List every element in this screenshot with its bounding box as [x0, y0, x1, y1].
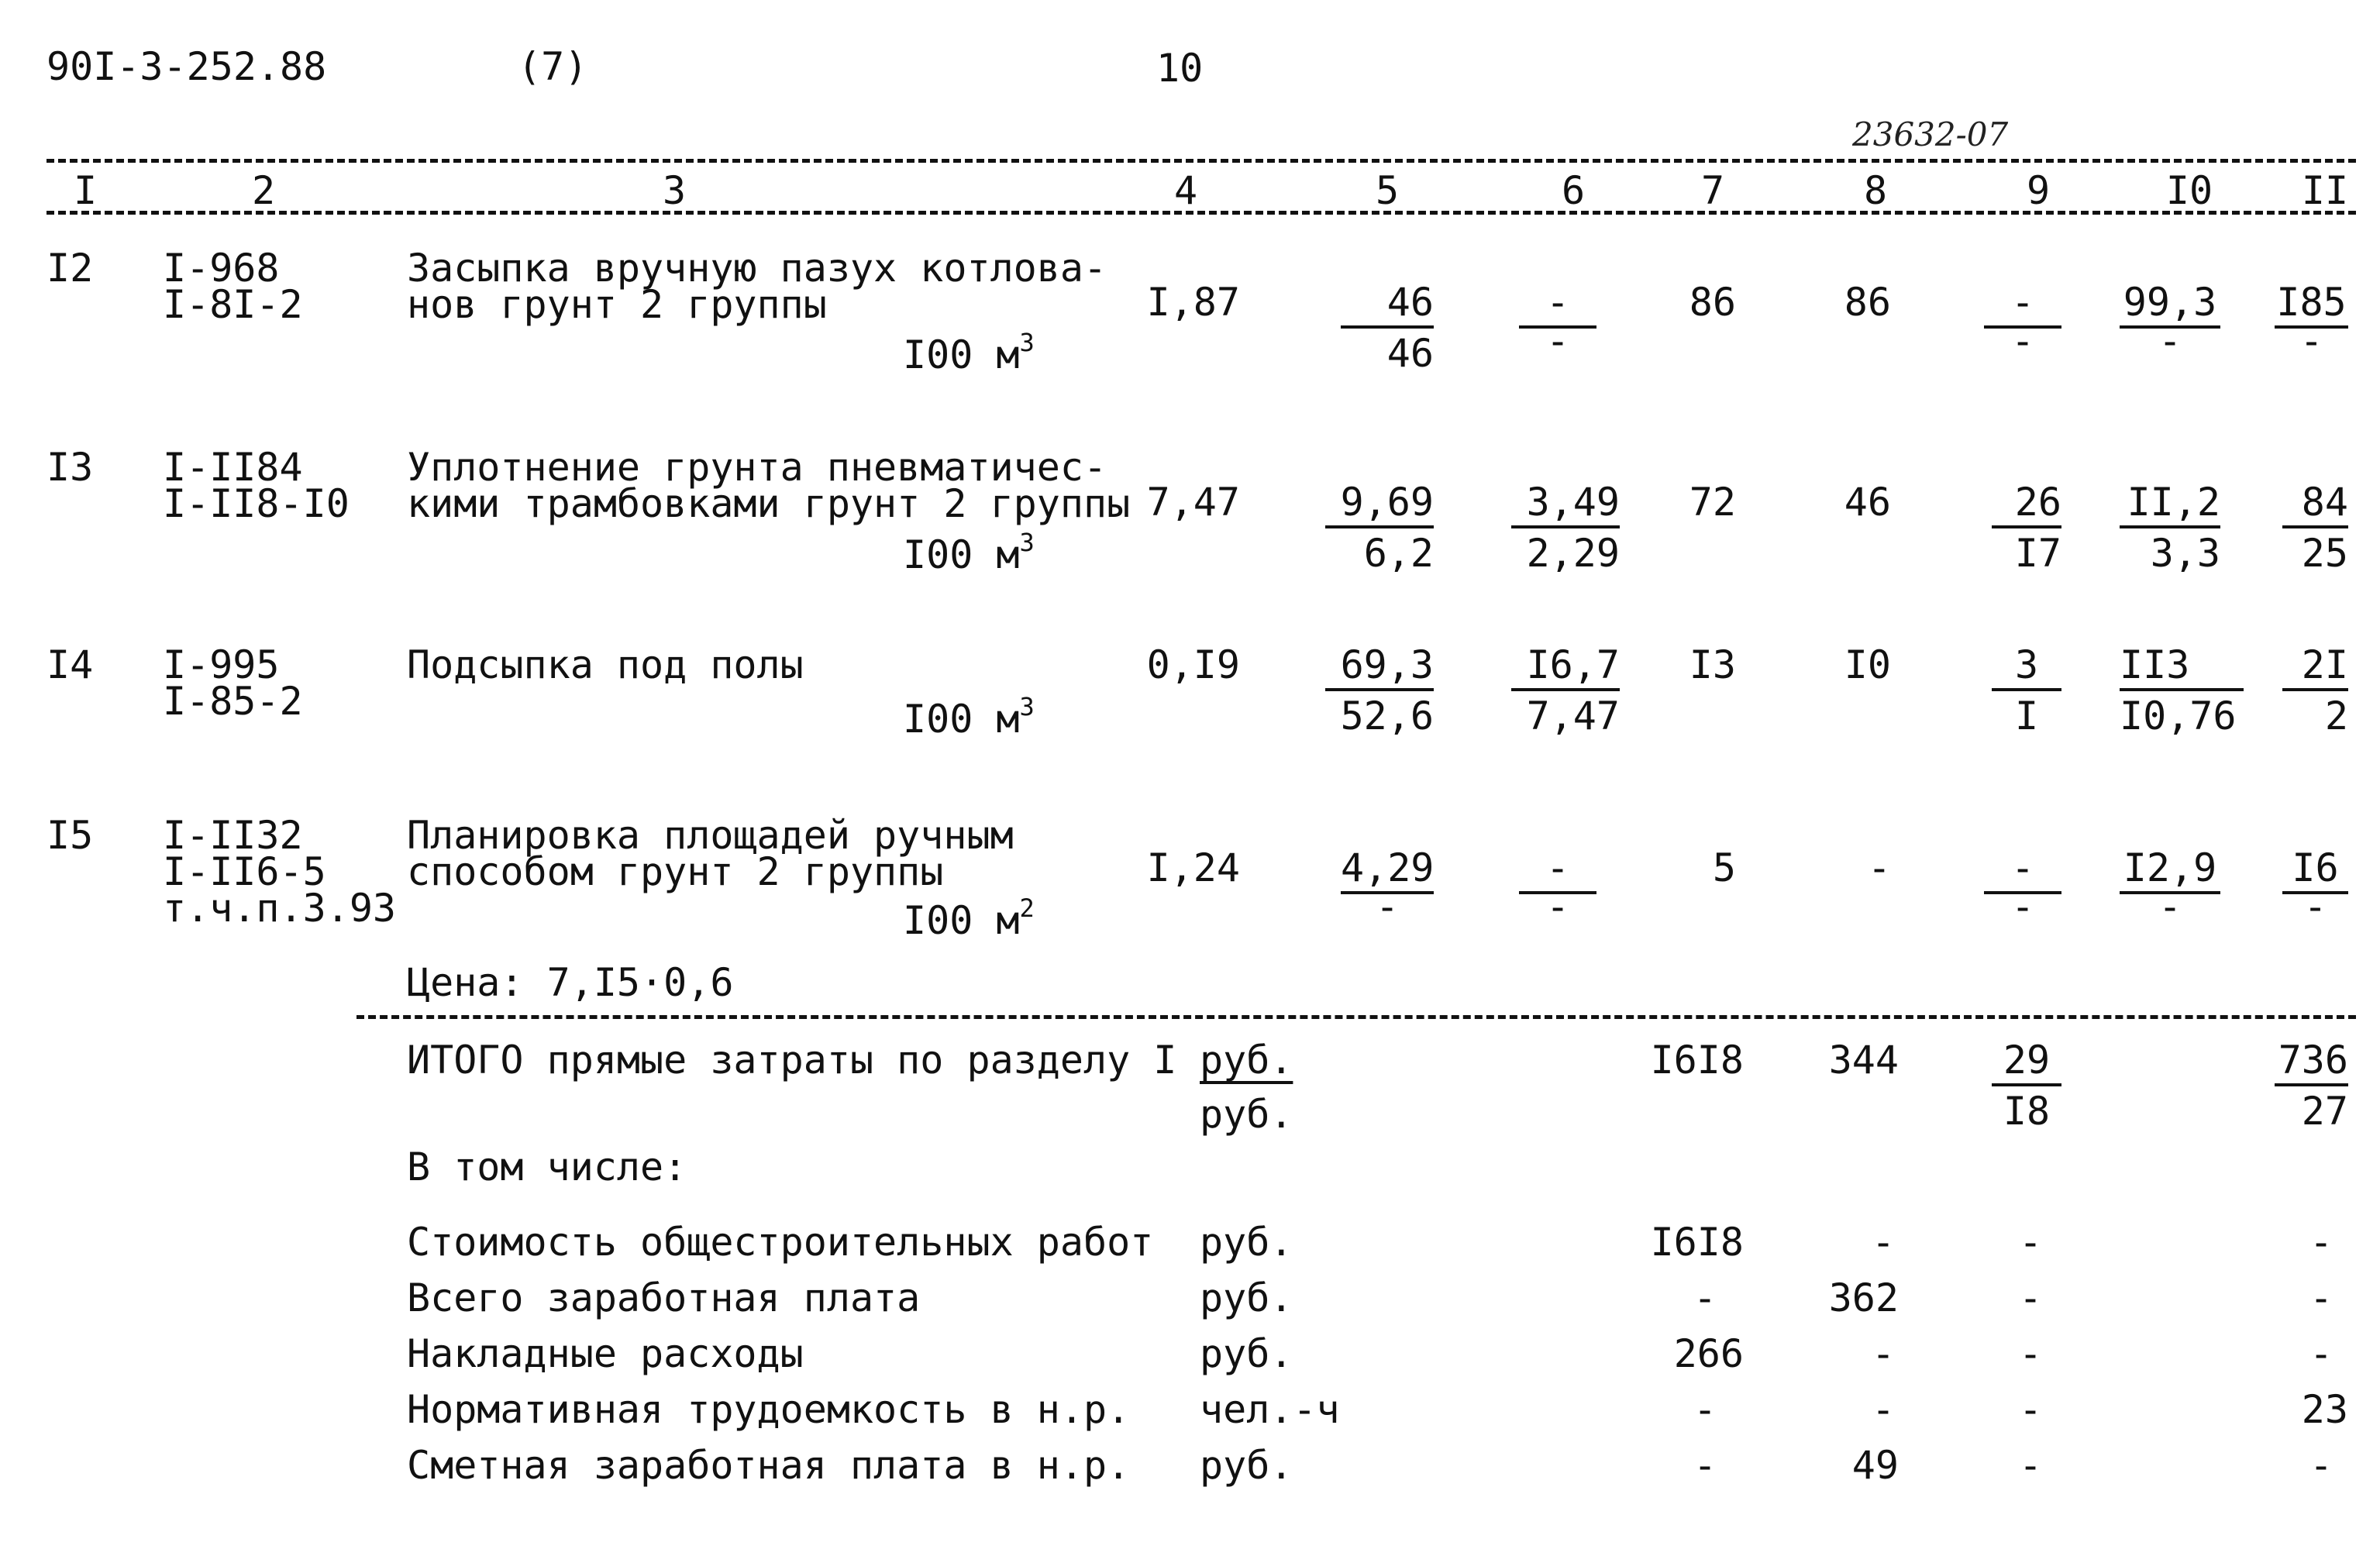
cell-col11: $\frac{84}{25}$	[2282, 480, 2348, 575]
row-number: I4	[46, 642, 94, 687]
totals-unit: руб.	[1200, 1092, 1293, 1137]
cell-col8: -	[1867, 845, 1891, 890]
totals-col11: $\frac{736}{27}$	[2275, 1038, 2348, 1133]
summary-col7: -	[1693, 1387, 1717, 1432]
summary-col8: -	[1871, 1220, 1896, 1265]
totals-col8: 344	[1828, 1038, 1899, 1083]
row-description: кими трамбовками грунт 2 группы	[407, 481, 1131, 526]
column-header-4: 4	[1173, 168, 1198, 213]
cell-col11: $\frac{2I}{2}$	[2282, 643, 2348, 738]
cell-col7: 5	[1712, 845, 1736, 890]
cell-col10: 99,3 -	[2120, 281, 2220, 363]
row-description: Засыпка вручную пазух котлова-	[407, 246, 1107, 291]
summary-col11: -	[2309, 1220, 2334, 1265]
column-header-6: 6	[1561, 168, 1586, 213]
cell-col7: 86	[1689, 280, 1736, 325]
summary-col9: -	[2018, 1275, 2043, 1320]
totals-col7: I6I8	[1650, 1038, 1744, 1083]
row-description: Уплотнение грунта пневматичес-	[407, 445, 1107, 490]
summary-col7: -	[1693, 1275, 1717, 1320]
summary-col7: -	[1693, 1443, 1717, 1488]
summary-unit: чел.-ч	[1200, 1387, 1340, 1432]
price-note: Цена: 7,I5·0,6	[407, 960, 734, 1005]
summary-col9: -	[2018, 1387, 2043, 1432]
summary-label: Стоимость общестроительных работ	[407, 1220, 1154, 1265]
including-label: В том числе:	[407, 1145, 687, 1189]
document-code: 90I-3-252.88	[46, 44, 327, 89]
summary-label: Всего заработная плата	[407, 1275, 921, 1320]
column-header-7: 7	[1700, 168, 1725, 213]
row-quantity: 7,47	[1146, 480, 1240, 525]
document-part: (7)	[518, 44, 588, 89]
cell-col9: $\frac{3}{I}$	[1992, 643, 2061, 738]
cell-col10: I2,9 -	[2120, 846, 2220, 928]
cell-col9: - -	[1984, 846, 2061, 928]
summary-label: Нормативная трудоемкость в н.р.	[407, 1387, 1131, 1432]
summary-col8: 362	[1828, 1275, 1899, 1320]
row-number: I3	[46, 445, 94, 490]
column-header-3: 3	[662, 168, 687, 213]
row-quantity: 0,I9	[1146, 642, 1240, 687]
cell-col7: 72	[1689, 480, 1736, 525]
summary-col11: -	[2309, 1443, 2334, 1488]
summary-col11: 23	[2301, 1387, 2348, 1432]
row-code: I-968	[163, 246, 280, 291]
summary-col9: -	[2018, 1331, 2043, 1376]
totals-label: ИТОГО прямые затраты по разделу I	[407, 1038, 1177, 1083]
row-code: I-II32	[163, 813, 303, 858]
row-description: Подсыпка под полы	[407, 642, 804, 687]
summary-col9: -	[2018, 1443, 2043, 1488]
cell-col10: $\frac{II,2}{3,3}$	[2120, 480, 2220, 575]
cell-col11: I6 -	[2282, 846, 2348, 928]
summary-unit: руб.	[1200, 1331, 1293, 1376]
summary-unit: руб.	[1200, 1220, 1293, 1265]
summary-col8: 49	[1851, 1443, 1899, 1488]
summary-col8: -	[1871, 1331, 1896, 1376]
summary-label: Сметная заработная плата в н.р.	[407, 1443, 1131, 1488]
cell-col5: 4,29 -	[1341, 845, 1435, 929]
row-description: способом грунт 2 группы	[407, 849, 944, 894]
row-code: I-II84	[163, 445, 303, 490]
cell-col6: - -	[1519, 281, 1596, 363]
row-unit: I00 $м^3$	[903, 528, 1035, 577]
cell-col11: I85 -	[2275, 281, 2348, 363]
row-unit: I00 $м^3$	[903, 328, 1035, 377]
summary-col7: 266	[1673, 1331, 1744, 1376]
column-header-9: 9	[2026, 168, 2051, 213]
row-code: I-85-2	[163, 679, 303, 724]
column-header-1: I	[73, 168, 98, 213]
cell-col9: - -	[1984, 281, 2061, 363]
row-code: I-8I-2	[163, 282, 303, 327]
totals-rule	[356, 1015, 2356, 1019]
cell-col5: $\frac{46}{46}$	[1341, 281, 1434, 375]
row-code: I-II8-I0	[163, 481, 350, 526]
row-unit: I00 $м^3$	[903, 692, 1035, 742]
column-header-10: I0	[2165, 168, 2213, 213]
cell-col8: I0	[1844, 642, 1891, 687]
column-header-8: 8	[1863, 168, 1888, 213]
cell-col6: $\frac{3,49}{2,29}$	[1511, 480, 1620, 575]
cell-col6: $\frac{I6,7}{7,47}$	[1511, 643, 1620, 738]
summary-col9: -	[2018, 1220, 2043, 1265]
cell-col7: I3	[1689, 642, 1736, 687]
row-description: нов грунт 2 группы	[407, 282, 827, 327]
row-code: I-II6-5	[163, 849, 326, 894]
row-number: I2	[46, 246, 94, 291]
totals-col9: $\frac{29}{I8}$	[1992, 1038, 2061, 1133]
summary-unit: руб.	[1200, 1443, 1293, 1488]
summary-unit: руб.	[1200, 1275, 1293, 1320]
header-rule-top	[46, 159, 2356, 163]
row-quantity: I,24	[1146, 845, 1240, 890]
row-description: Планировка площадей ручным	[407, 813, 1014, 858]
cell-col8: 86	[1844, 280, 1891, 325]
row-code: I-995	[163, 642, 280, 687]
page-number: 10	[1156, 46, 1204, 91]
cell-col9: $\frac{26}{I7}$	[1992, 480, 2061, 575]
summary-col11: -	[2309, 1331, 2334, 1376]
row-quantity: I,87	[1146, 280, 1240, 325]
totals-unit: руб.	[1200, 1038, 1293, 1083]
column-header-2: 2	[251, 168, 276, 213]
summary-col8: -	[1871, 1387, 1896, 1432]
handwritten-number: 23632-07	[1852, 115, 2009, 153]
cell-col8: 46	[1844, 480, 1891, 525]
cell-col10: $\frac{II3}{I0,76}$	[2120, 643, 2244, 738]
summary-col7: I6I8	[1650, 1220, 1744, 1265]
cell-col5: $\frac{9,69}{6,2}$	[1325, 480, 1434, 575]
cell-col6: - -	[1519, 846, 1596, 928]
row-number: I5	[46, 813, 94, 858]
summary-col11: -	[2309, 1275, 2334, 1320]
cell-col5: $\frac{69,3}{52,6}$	[1325, 643, 1434, 738]
row-unit: I00 $м^2$	[903, 893, 1035, 943]
column-header-11: II	[2301, 168, 2349, 213]
summary-label: Накладные расходы	[407, 1331, 804, 1376]
column-header-5: 5	[1375, 168, 1400, 213]
row-code: т.ч.п.3.93	[163, 886, 397, 931]
